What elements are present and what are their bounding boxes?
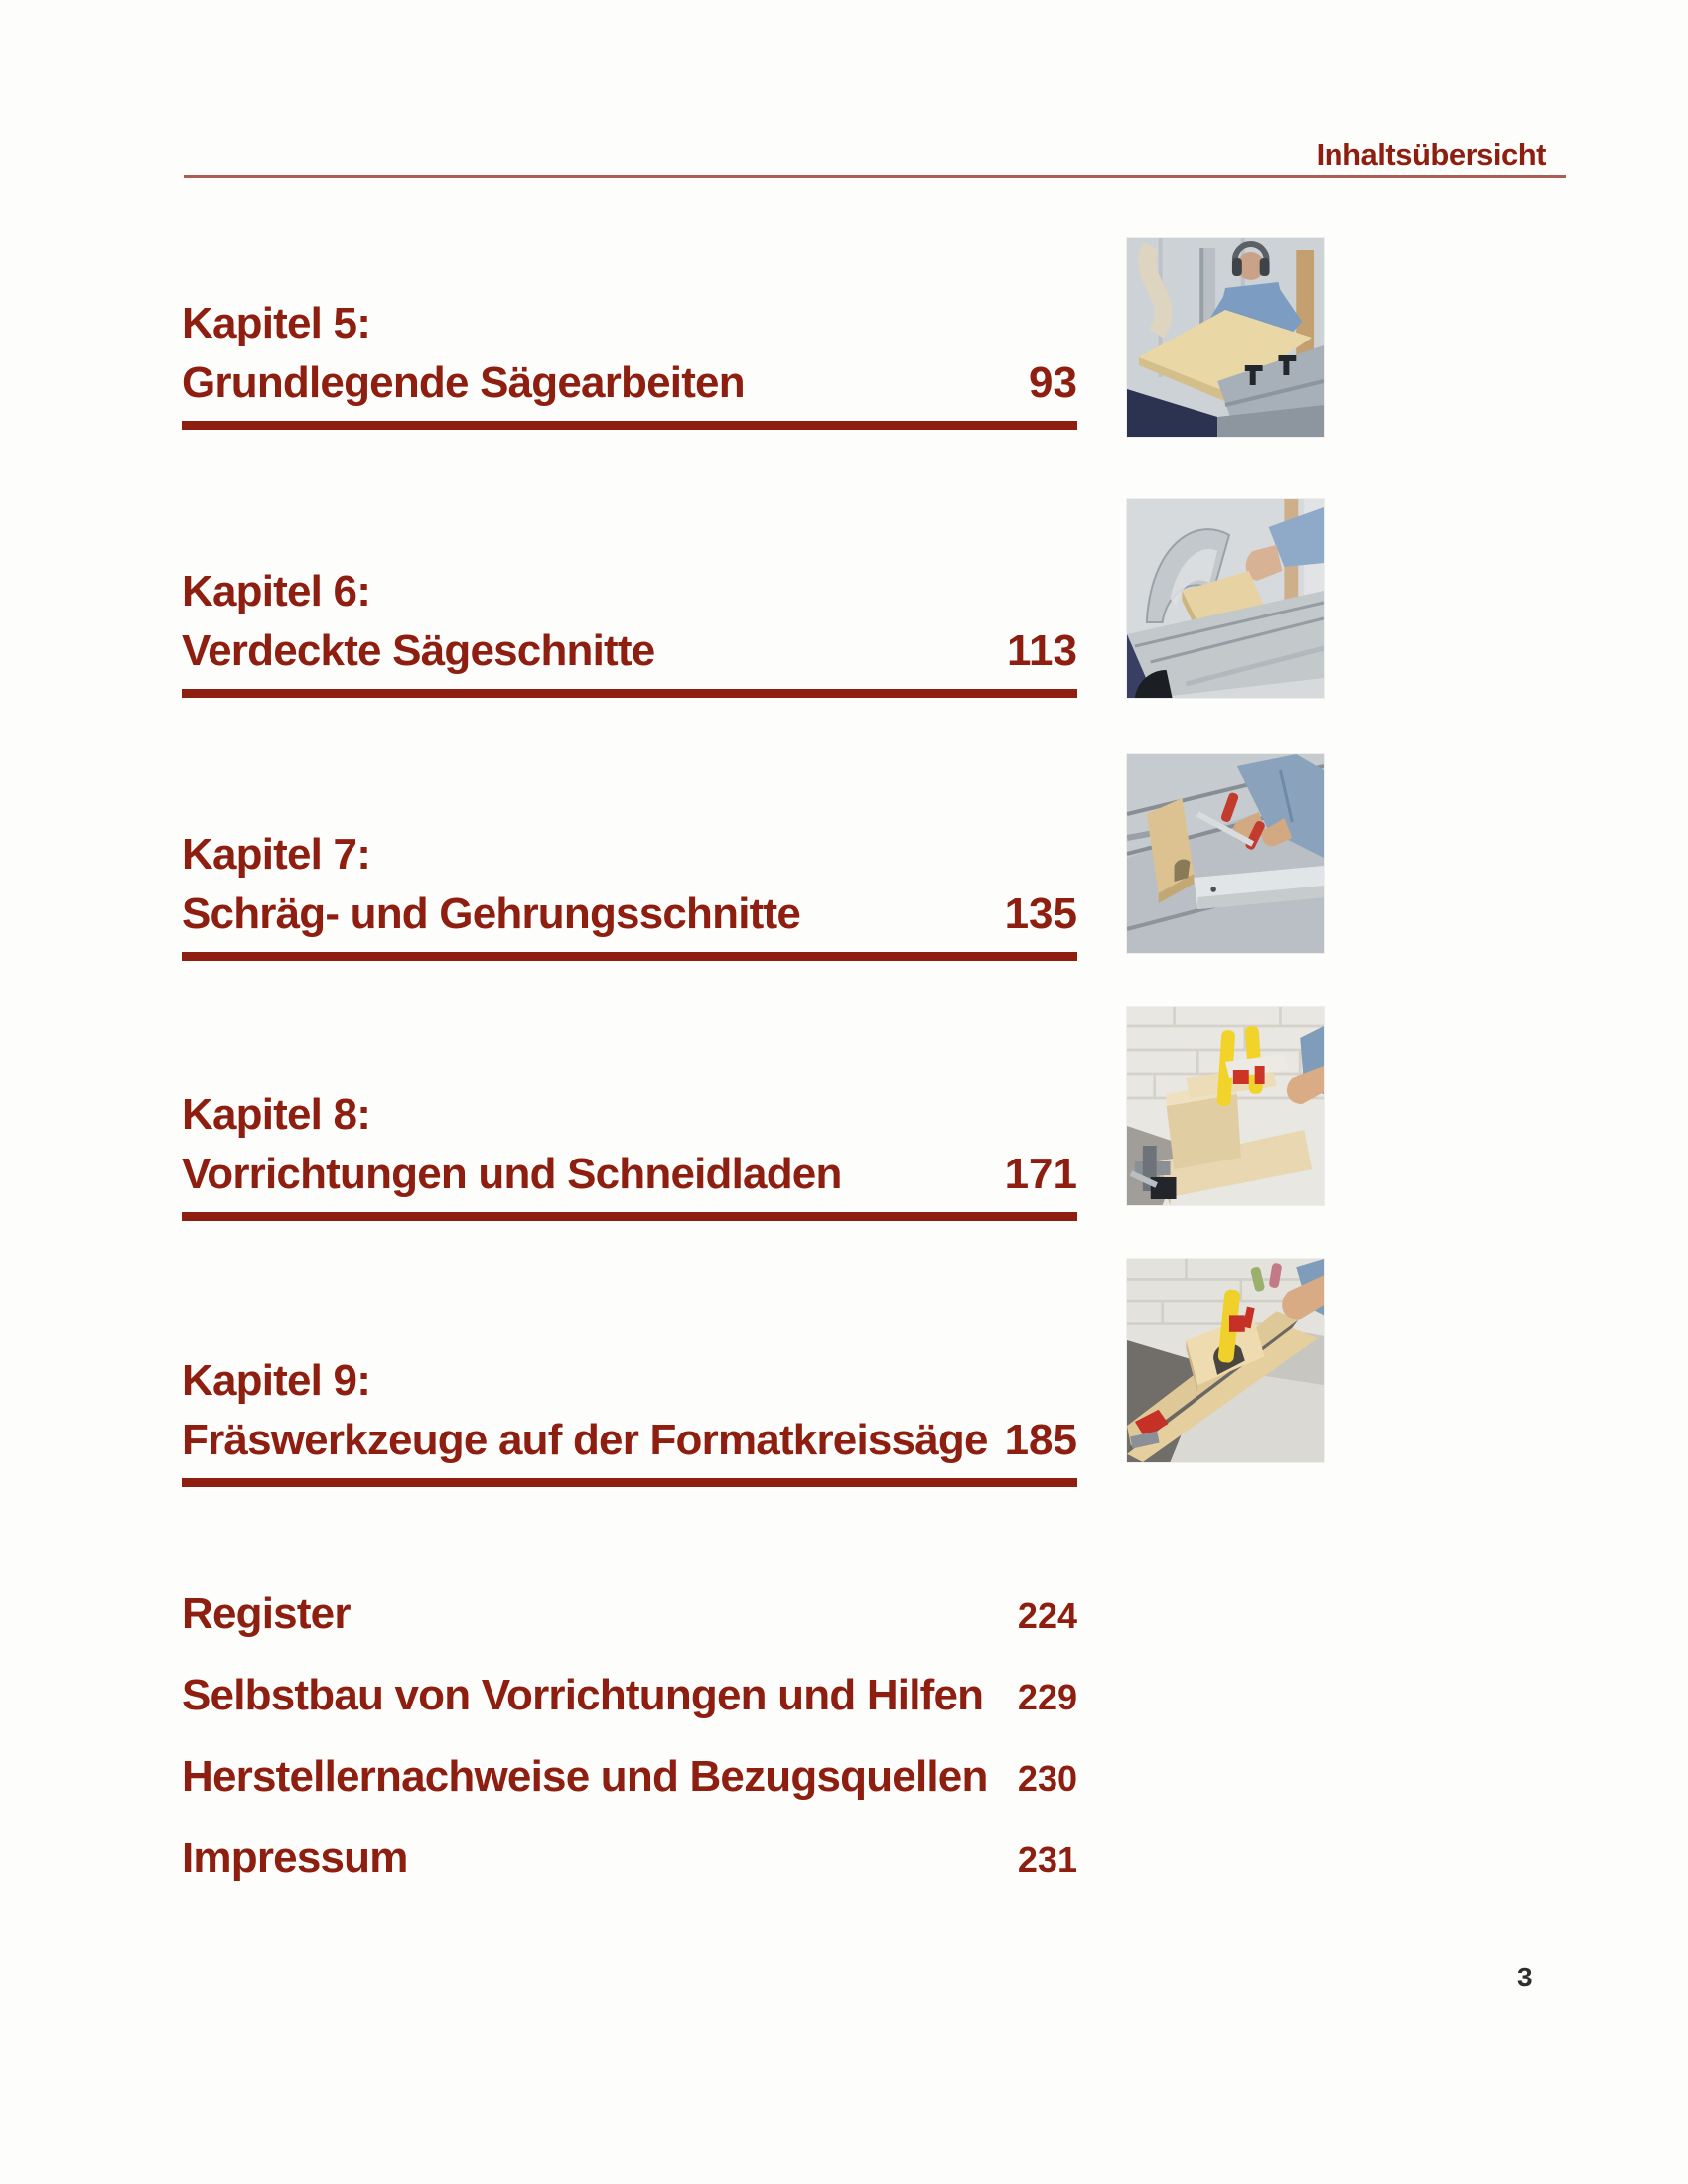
chapter-title: Verdeckte Sägeschnitte [182,626,655,675]
toc-entry-kapitel-5 [182,294,1077,430]
chapter-title: Schräg- und Gehrungsschnitte [182,889,800,938]
back-matter-title: Selbstbau von Vorrichtungen und Hilfen [182,1671,984,1719]
chapter-rule [182,421,1077,430]
back-matter-title: Impressum [182,1834,408,1882]
toc-entry-kapitel-6 [182,562,1077,698]
chapter-rule [182,1478,1077,1487]
header-rule [184,175,1566,178]
chapter-6-photo [1127,499,1324,698]
chapter-number-line: Kapitel 5: [182,299,371,347]
toc-entry-register [182,1588,1077,1640]
chapter-page-number: 113 [1007,626,1077,675]
back-matter-title: Register [182,1589,351,1638]
back-matter-page-number: 231 [1017,1840,1077,1880]
back-matter-page-number: 230 [1017,1758,1077,1799]
chapter-9-photo [1127,1259,1324,1462]
toc-entry-impressum [182,1833,1077,1884]
back-matter-title: Herstellernachweise und Bezugsquellen [182,1752,988,1801]
chapter-title: Grundlegende Sägearbeiten [182,358,745,407]
back-matter-page-number: 229 [1017,1677,1077,1717]
toc-entry-kapitel-9 [182,1351,1077,1487]
toc-entry-kapitel-7 [182,825,1077,961]
chapter-8-photo [1127,1007,1324,1205]
chapter-page-number: 93 [1029,358,1077,407]
chapter-7-photo [1127,754,1324,953]
chapter-page-number: 185 [1004,1416,1077,1464]
running-header: Inhaltsübersicht [1316,137,1546,172]
chapter-number-line: Kapitel 9: [182,1356,371,1405]
toc-entry-kapitel-8 [182,1085,1077,1221]
toc-entry-herstellernachweise [182,1751,1077,1803]
chapter-page-number: 171 [1004,1150,1077,1198]
chapter-number-line: Kapitel 6: [182,567,371,615]
chapter-rule [182,1212,1077,1221]
chapter-title: Vorrichtungen und Schneidladen [182,1150,842,1198]
chapter-rule [182,689,1077,698]
toc-entry-selbstbau [182,1670,1077,1721]
chapter-5-photo [1127,238,1324,437]
chapter-number-line: Kapitel 8: [182,1090,371,1139]
chapter-number-line: Kapitel 7: [182,830,371,879]
back-matter-page-number: 224 [1017,1595,1077,1636]
chapter-page-number: 135 [1004,889,1077,938]
chapter-title: Fräswerkzeuge auf der Formatkreissäge [182,1416,988,1464]
page-number: 3 [1517,1962,1533,1992]
chapter-rule [182,952,1077,961]
